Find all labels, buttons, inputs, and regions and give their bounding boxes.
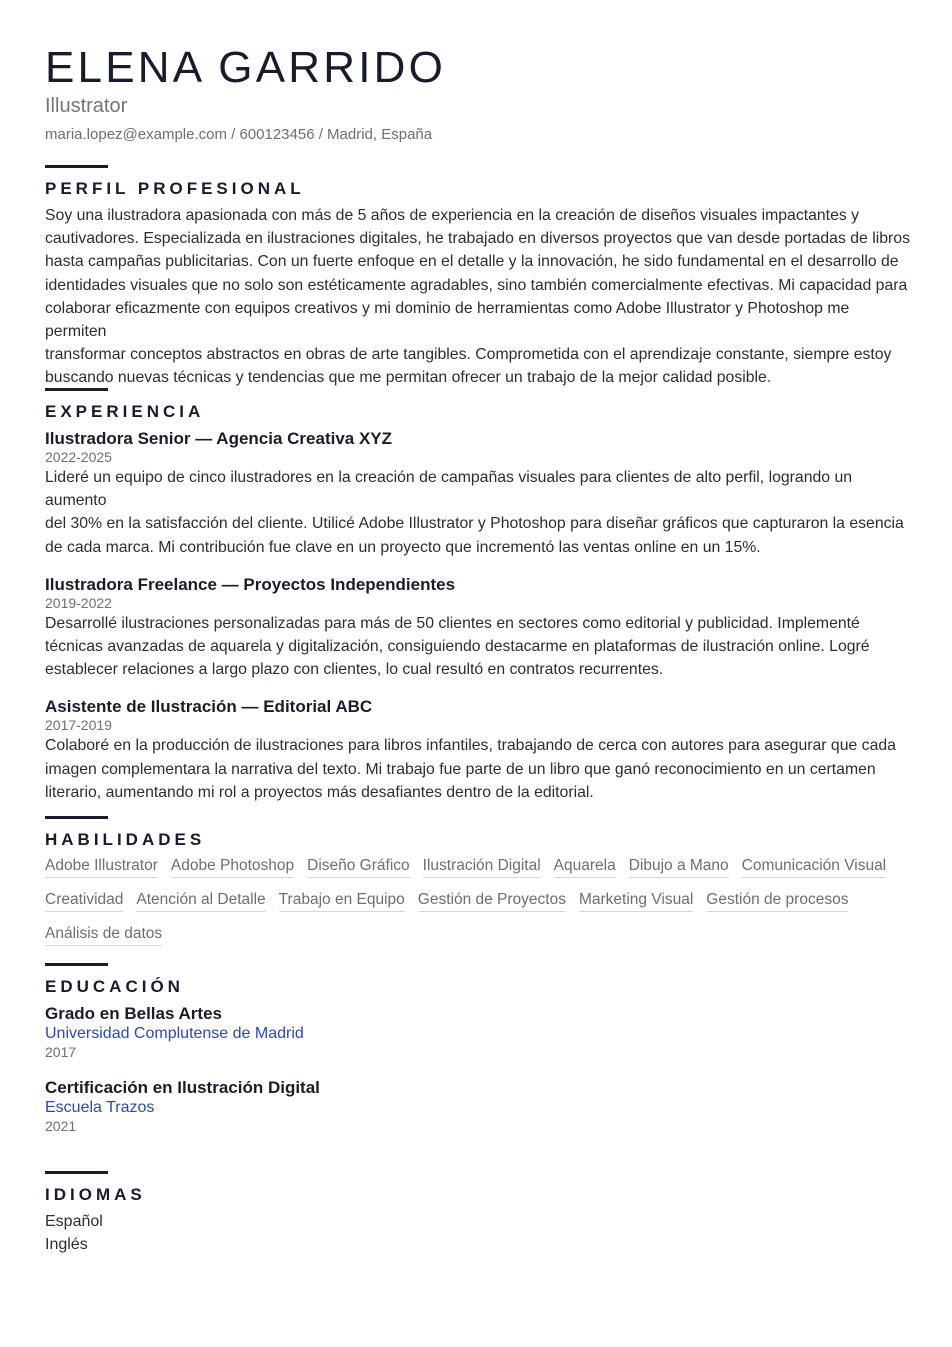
section-divider bbox=[45, 165, 108, 168]
skill-tag: Diseño Gráfico bbox=[307, 857, 410, 878]
job-description bbox=[45, 734, 911, 804]
job-dates: 2017-2019 bbox=[45, 717, 112, 734]
school-name: Escuela Trazos bbox=[45, 1099, 155, 1116]
language-item: Español bbox=[45, 1213, 103, 1230]
skill-tag: Adobe Illustrator bbox=[45, 857, 158, 878]
skill-tag: Gestión de procesos bbox=[706, 891, 848, 912]
profile-line: identidades visuales que no solo son estéticamente agradables, sino también comercialmente efectivas. Mi capacidad para bbox=[45, 276, 908, 294]
skill-tag: Atención al Detalle bbox=[136, 891, 265, 912]
section-divider bbox=[45, 388, 108, 391]
job-line: imagen complementara la narrativa del texto. Mi trabajo fue parte de un libro que ganó reconocimiento en un certamen bbox=[45, 760, 876, 778]
skill-tag: Dibujo a Mano bbox=[629, 857, 729, 878]
skill-tag: Trabajo en Equipo bbox=[279, 891, 405, 912]
school-name: Universidad Complutense de Madrid bbox=[45, 1025, 304, 1042]
profile-line: buscando nuevas técnicas y tendencias que me permitan ofrecer un trabajo de la mejor calidad posible. bbox=[45, 369, 772, 387]
degree-title: Grado en Bellas Artes bbox=[45, 1004, 222, 1023]
job-line: Desarrollé ilustraciones personalizadas para más de 50 clientes en sectores como editorial y publicidad. Implementé bbox=[45, 614, 860, 632]
skills-list bbox=[45, 857, 911, 959]
section-title: EDUCACIÓN bbox=[45, 977, 184, 996]
language-item: Inglés bbox=[45, 1236, 88, 1253]
job-line: Lideré un equipo de cinco ilustradores en la creación de campañas visuales para clientes de alto perfil, logrando un aumento bbox=[45, 469, 853, 510]
graduation-year: 2017 bbox=[45, 1044, 77, 1060]
education-entry bbox=[45, 1004, 911, 1062]
job-line: establecer relaciones a largo plazo con clientes, lo cual resultó en contratos recurrentes. bbox=[45, 661, 664, 679]
job-dates: 2022-2025 bbox=[45, 449, 112, 465]
profile-section bbox=[45, 165, 911, 390]
job-entry bbox=[45, 575, 911, 682]
experience-section bbox=[45, 388, 911, 804]
job-line: Colaboré en la producción de ilustraciones para libros infantiles, trabajando de cerca con autores para asegurar que cada bbox=[45, 737, 896, 755]
profile-line: transformar conceptos abstractos en obras de arte tangibles. Comprometida con el aprendizaje constante, siempre estoy bbox=[45, 346, 892, 364]
section-divider bbox=[45, 816, 108, 819]
languages-section bbox=[45, 1171, 911, 1256]
job-line: del 30% en la satisfacción del cliente. Utilicé Adobe Illustrator y Photoshop para diseñar gráficos que capturaron la esencia bbox=[45, 515, 904, 533]
graduation-year: 2021 bbox=[45, 1118, 77, 1134]
candidate-name: ELENA GARRIDO bbox=[45, 43, 447, 92]
contact-line: maria.lopez@example.com / 600123456 / Madrid, España bbox=[45, 126, 433, 143]
job-line: de cada marca. Mi contribución fue clave en un proyecto que incrementó las ventas online en un 15%. bbox=[45, 538, 761, 556]
skill-tag: Análisis de datos bbox=[45, 925, 162, 946]
profile-summary bbox=[45, 204, 911, 390]
candidate-role: Illustrator bbox=[45, 95, 128, 117]
job-title: Asistente de Ilustración — Editorial ABC bbox=[45, 697, 373, 717]
skill-tag: Adobe Photoshop bbox=[171, 857, 294, 878]
section-divider bbox=[45, 963, 108, 966]
section-title: HABILIDADES bbox=[45, 830, 206, 849]
section-title: IDIOMAS bbox=[45, 1185, 146, 1204]
degree-title: Certificación en Ilustración Digital bbox=[45, 1078, 320, 1097]
profile-line: colaborar eficazmente con equipos creativos y mi dominio de herramientas como Adobe Illustrator y Photoshop me permiten bbox=[45, 299, 850, 341]
profile-line: hasta campañas publicitarias. Con un fuerte enfoque en el detalle y la innovación, he sido fundamental en el desarrollo de bbox=[45, 253, 899, 271]
profile-line: Soy una ilustradora apasionada con más de 5 años de experiencia en la creación de diseños visuales impactantes y bbox=[45, 207, 860, 224]
skill-tag: Aquarela bbox=[554, 857, 616, 878]
job-description bbox=[45, 466, 911, 559]
job-title: Ilustradora Freelance — Proyectos Independientes bbox=[45, 574, 456, 594]
job-line: técnicas avanzadas de aquarela y digitalización, consiguiendo destacarme en plataformas de ilustración online. Logré bbox=[45, 638, 870, 656]
skill-tag: Creatividad bbox=[45, 891, 123, 912]
education-entry bbox=[45, 1078, 911, 1136]
profile-line: cautivadores. Especializada en ilustraciones digitales, he trabajado en diversos proyectos que van desde portadas de libros bbox=[45, 230, 910, 248]
job-entry bbox=[45, 429, 911, 559]
section-divider bbox=[45, 1171, 108, 1174]
skill-tag: Ilustración Digital bbox=[423, 857, 541, 878]
job-dates: 2019-2022 bbox=[45, 594, 112, 611]
job-title: Ilustradora Senior — Agencia Creativa XYZ bbox=[45, 429, 393, 448]
job-entry bbox=[45, 697, 911, 804]
education-section bbox=[45, 963, 911, 1136]
section-title: PERFIL PROFESIONAL bbox=[45, 179, 305, 198]
languages-list bbox=[45, 1210, 911, 1256]
skill-tag: Comunicación Visual bbox=[742, 857, 886, 878]
skill-tag: Gestión de Proyectos bbox=[418, 891, 566, 912]
skills-section bbox=[45, 816, 911, 959]
section-title: EXPERIENCIA bbox=[45, 402, 205, 421]
skill-tag: Marketing Visual bbox=[579, 891, 693, 912]
job-description bbox=[45, 612, 911, 682]
job-line: literario, aumentando mi rol a proyectos más desafiantes dentro de la editorial. bbox=[45, 783, 594, 801]
